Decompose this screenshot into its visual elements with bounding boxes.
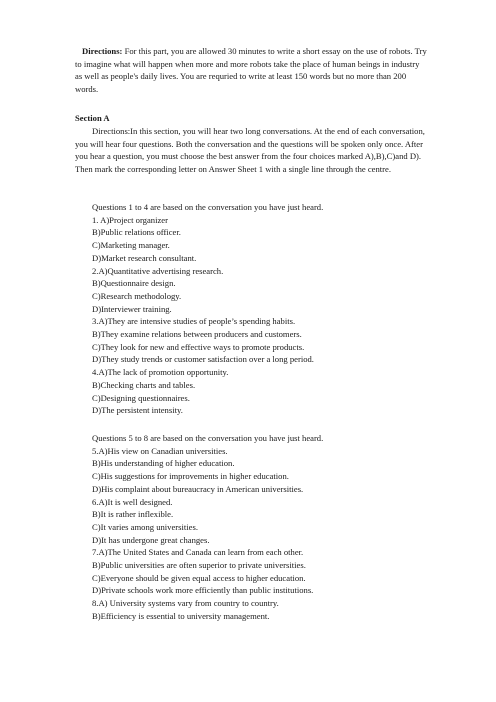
- question-line: 8.A) University systems vary from country to country.: [92, 598, 279, 609]
- question-line: B)Questionnaire design.: [92, 278, 176, 289]
- question-line: D)Private schools work more efficiently than public institutions.: [92, 585, 314, 596]
- question-line: 2.A)Quantitative advertising research.: [92, 265, 224, 276]
- question-line: B)His understanding of higher education.: [92, 458, 235, 469]
- question-group-1: [92, 201, 422, 417]
- question-line: C)Research methodology.: [92, 290, 182, 301]
- question-group-intro: Questions 5 to 8 are based on the conversation you have just heard.: [92, 433, 324, 443]
- section-a-heading: Section A: [75, 113, 110, 123]
- question-line: B)It is rather inflexible.: [92, 509, 174, 520]
- question-line: D)The persistent intensity.: [92, 405, 183, 416]
- question-line: B)Public universities are often superior to private universities.: [92, 560, 306, 571]
- question-line: 5.A)His view on Canadian universities.: [92, 445, 228, 456]
- question-line: C)Marketing manager.: [92, 240, 170, 251]
- question-line: C)Everyone should be given equal access to higher education.: [92, 572, 306, 583]
- writing-directions: [75, 45, 427, 96]
- question-line: 4.A)The lack of promotion opportunity.: [92, 367, 229, 378]
- question-line: D)They study trends or customer satisfaction over a long period.: [92, 354, 314, 365]
- directions-lead: Directions:: [82, 46, 123, 56]
- question-line: B)They examine relations between producers and customers.: [92, 329, 302, 340]
- question-line: B)Public relations officer.: [92, 227, 181, 238]
- question-group-intro: Questions 1 to 4 are based on the conversation you have just heard.: [92, 202, 324, 212]
- section-a-directions: Directions:In this section, you will hear two long conversations. At the end of each conversation, you will hear four questions. Both the conversation and the questions will be spoken only once. After you hear a question, you must choose the best answer from the four choices marked A),B),C)and D). Then mark the corresponding letter on Answer Sheet 1 with a single line through the centre.: [75, 126, 425, 175]
- question-line: B)Checking charts and tables.: [92, 379, 196, 390]
- question-line: C)Designing questionnaires.: [92, 392, 190, 403]
- question-group-2: [92, 432, 422, 623]
- question-line: B)Efficiency is essential to university management.: [92, 610, 270, 621]
- directions-text: For this part, you are allowed 30 minutes to write a short essay on the use of robots. Try to imagine what will happen when more and more robots take the place of human beings in industry as well as people's daily lives. You are requried to write at least 150 words but no more than 200 words.: [75, 46, 427, 95]
- question-line: C)His suggestions for improvements in higher education.: [92, 471, 289, 482]
- question-line: D)Market research consultant.: [92, 252, 197, 263]
- question-line: C)It varies among universities.: [92, 521, 198, 532]
- question-line: 1. A)Project organizer: [92, 214, 168, 225]
- question-line: D)It has undergone great changes.: [92, 534, 210, 545]
- question-line: 3.A)They are intensive studies of people’s spending habits.: [92, 316, 296, 327]
- question-line: D)Interviewer training.: [92, 303, 172, 314]
- question-line: 6.A)It is well designed.: [92, 496, 173, 507]
- question-line: D)His complaint about bureaucracy in American universities.: [92, 483, 304, 494]
- question-line: C)They look for new and effective ways to promote products.: [92, 341, 305, 352]
- question-line: 7.A)The United States and Canada can learn from each other.: [92, 547, 304, 558]
